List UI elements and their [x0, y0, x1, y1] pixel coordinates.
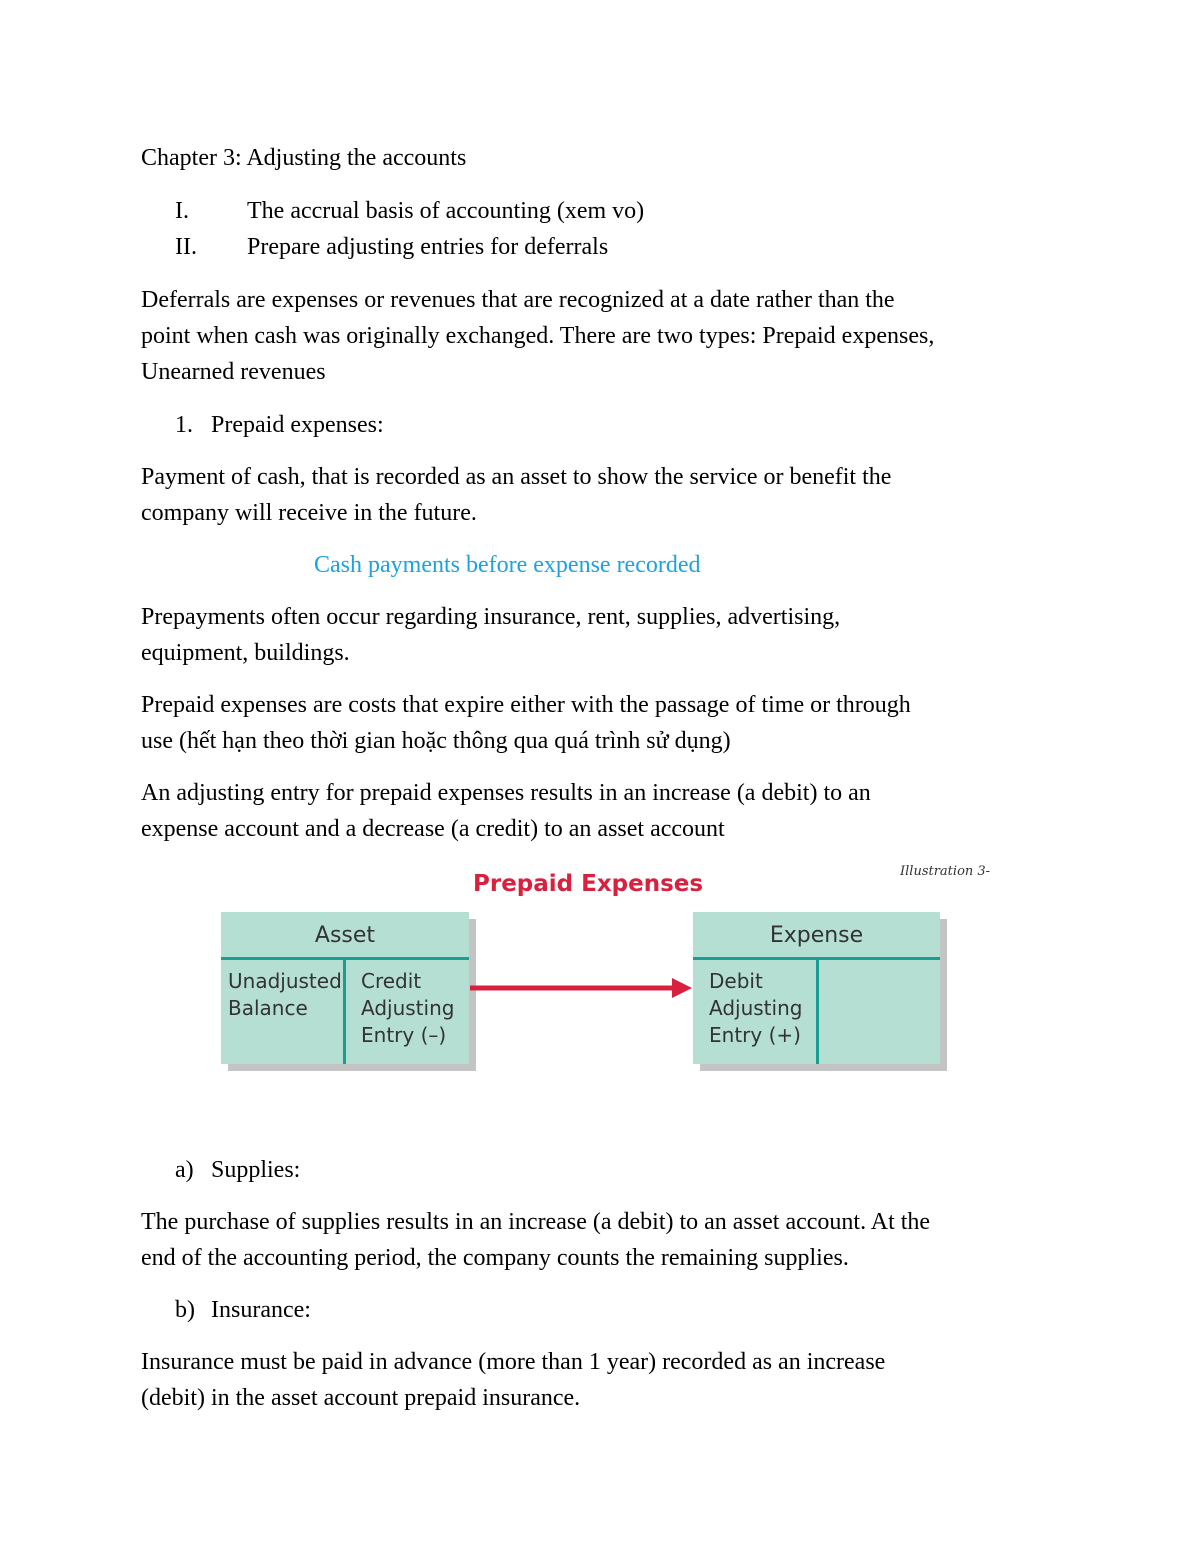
paragraph-line: (debit) in the asset account prepaid insurance. — [141, 1385, 581, 1411]
list-item-supplies: Supplies: — [211, 1157, 301, 1183]
paragraph-line: use (hết hạn theo thời gian hoặc thông qua quá trình sử dụng) — [141, 728, 731, 754]
outline-number: I. — [175, 198, 189, 224]
prepaid-expenses-diagram — [210, 852, 1030, 1092]
expense-debit-side: Debit Adjusting Entry (+) — [709, 969, 803, 1047]
expense-header: Expense — [693, 912, 940, 960]
list-item-insurance: Insurance: — [211, 1297, 311, 1323]
paragraph-line: end of the accounting period, the company counts the remaining supplies. — [141, 1245, 849, 1271]
t-account-divider — [816, 960, 819, 1064]
list-letter: b) — [175, 1297, 195, 1323]
paragraph-line: expense account and a decrease (a credit) to an asset account — [141, 816, 725, 842]
t-account-divider — [343, 960, 346, 1064]
list-number: 1. — [175, 412, 193, 438]
diagram-title: Prepaid Expenses — [473, 871, 704, 897]
paragraph-line: The purchase of supplies results in an increase (a debit) to an asset account. At the — [141, 1209, 931, 1235]
list-item-prepaid-expenses: Prepaid expenses: — [211, 412, 384, 438]
paragraph-line: An adjusting entry for prepaid expenses results in an increase (a debit) to an — [141, 780, 871, 806]
paragraph-line: equipment, buildings. — [141, 640, 350, 666]
right-arrow-icon — [468, 970, 696, 1010]
paragraph-line: Payment of cash, that is recorded as an asset to show the service or benefit the — [141, 464, 892, 490]
paragraph-line: Prepayments often occur regarding insurance, rent, supplies, advertising, — [141, 604, 841, 630]
expense-t-account — [693, 912, 940, 1064]
asset-header: Asset — [221, 912, 469, 960]
asset-t-account — [221, 912, 469, 1064]
paragraph-line: point when cash was originally exchanged. There are two types: Prepaid expenses, — [141, 323, 935, 349]
paragraph-line: Unearned revenues — [141, 359, 326, 385]
illustration-label: Illustration 3- — [900, 864, 991, 879]
chapter-heading: Chapter 3: Adjusting the accounts — [141, 145, 467, 171]
outline-item: The accrual basis of accounting (xem vo) — [247, 198, 645, 224]
blue-caption: Cash payments before expense recorded — [314, 552, 701, 578]
paragraph-line: Insurance must be paid in advance (more than 1 year) recorded as an increase — [141, 1349, 886, 1375]
paragraph-line: Deferrals are expenses or revenues that are recognized at a date rather than the — [141, 287, 895, 313]
asset-debit-side: Unadjusted Balance — [228, 969, 342, 1020]
paragraph-line: Prepaid expenses are costs that expire either with the passage of time or through — [141, 692, 911, 718]
outline-item: Prepare adjusting entries for deferrals — [247, 234, 609, 260]
asset-credit-side: Credit Adjusting Entry (–) — [361, 969, 455, 1047]
list-letter: a) — [175, 1157, 194, 1183]
paragraph-line: company will receive in the future. — [141, 500, 477, 526]
outline-number: II. — [175, 234, 197, 260]
